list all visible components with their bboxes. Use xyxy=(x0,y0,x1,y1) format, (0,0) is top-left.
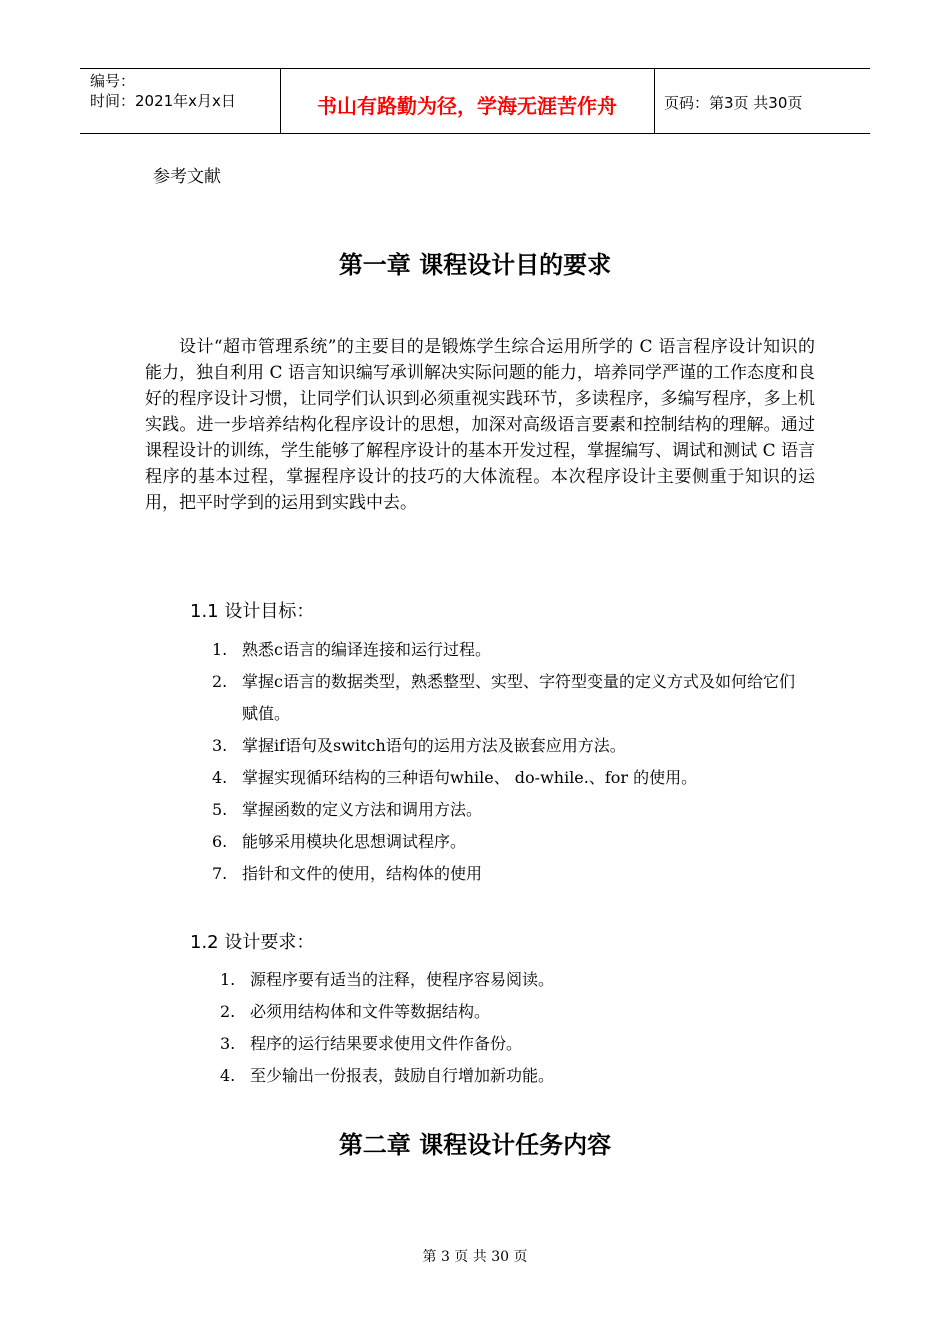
list-item xyxy=(212,634,812,666)
list-item xyxy=(212,858,812,890)
design-goals-list xyxy=(212,634,812,890)
list-item xyxy=(212,730,812,762)
list-item xyxy=(220,996,820,1028)
design-requirements-list xyxy=(220,964,820,1092)
list-text: 掌握if语句及switch语句的运用方法及嵌套应用方法。 xyxy=(242,736,626,755)
list-text: 能够采用模块化思想调试程序。 xyxy=(242,832,467,851)
list-item xyxy=(220,964,820,996)
chapter-1-paragraph: 设计“超市管理系统”的主要目的是锻炼学生综合运用所学的 C 语言程序设计知识的能力，独自利用 C 语言知识编写承训解决实际问题的能力，培养同学严谨的工作态度和良好的程序设计习惯，让同学们认识到必须重视实践环节，多读程序，多编写程序，多上机实践。进一步培养结构化程序设计的思想，加深对高级语言要素和控制结构的理解。通过课程设计的训练，学生能够了解程序设计的基本开发过程，掌握编写、调试和测试 C 语言程序的基本过程，掌握程序设计的技巧的大体流程。本次程序设计主要侧重于知识的运用，把平时学到的运用到实践中去。 xyxy=(145,337,815,513)
list-item xyxy=(220,1028,820,1060)
header-divider xyxy=(654,69,655,133)
list-item xyxy=(212,826,812,858)
page-header xyxy=(80,68,870,134)
list-number: 4. xyxy=(220,1066,236,1085)
page-footer: 第 3 页 共 30 页 xyxy=(422,1249,528,1265)
list-text: 源程序要有适当的注释，使程序容易阅读。 xyxy=(250,970,555,989)
list-number: 7. xyxy=(212,864,228,883)
list-number: 5. xyxy=(212,800,228,819)
list-number: 1. xyxy=(212,640,228,659)
list-number: 2. xyxy=(212,672,228,691)
list-text: 掌握函数的定义方法和调用方法。 xyxy=(242,800,483,819)
list-text: 必须用结构体和文件等数据结构。 xyxy=(250,1002,491,1021)
list-number: 3. xyxy=(212,736,228,755)
list-number: 4. xyxy=(212,768,228,787)
document-number: 编号： xyxy=(90,72,136,90)
toc-item-references: 参考文献 xyxy=(153,167,221,187)
list-item xyxy=(212,762,812,794)
document-date: 时间：2021年x月x日 xyxy=(90,92,236,110)
list-number: 2. xyxy=(220,1002,236,1021)
list-number: 1. xyxy=(220,970,236,989)
header-page-number: 页码：第3页 共30页 xyxy=(664,94,803,112)
list-text: 程序的运行结果要求使用文件作备份。 xyxy=(250,1034,523,1053)
section-1-2-title: 1.2 设计要求： xyxy=(190,932,315,953)
list-text: 掌握c语言的数据类型，熟悉整型、实型、字符型变量的定义方式及如何给它们赋值。 xyxy=(242,672,795,723)
list-text: 熟悉c语言的编译连接和运行过程。 xyxy=(242,640,491,659)
list-text: 指针和文件的使用，结构体的使用 xyxy=(242,864,483,883)
list-item xyxy=(220,1060,820,1092)
list-text: 至少输出一份报表，鼓励自行增加新功能。 xyxy=(250,1066,555,1085)
list-item xyxy=(212,794,812,826)
list-number: 3. xyxy=(220,1034,236,1053)
list-text: 掌握实现循环结构的三种语句while、 do-while.、for 的使用。 xyxy=(242,768,698,787)
header-motto: 书山有路勤为径，学海无涯苦作舟 xyxy=(317,94,617,118)
section-1-1-title: 1.1 设计目标： xyxy=(190,601,315,622)
list-number: 6. xyxy=(212,832,228,851)
chapter-2-title: 第二章 课程设计任务内容 xyxy=(338,1131,612,1159)
chapter-1-title: 第一章 课程设计目的要求 xyxy=(338,251,612,279)
list-item xyxy=(212,666,812,730)
